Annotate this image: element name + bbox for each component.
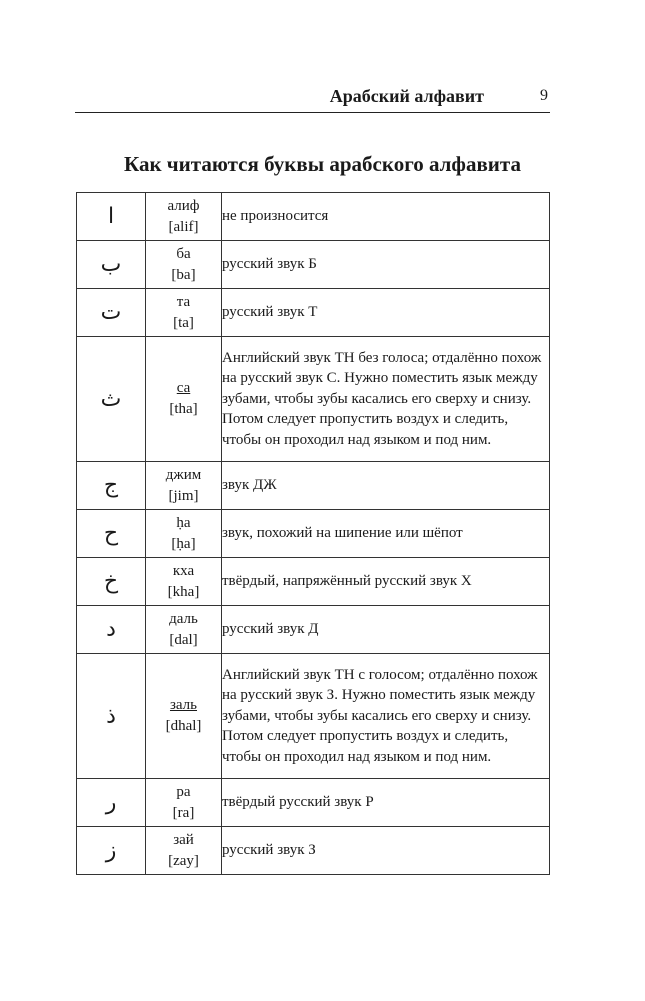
arabic-letter: ج <box>77 462 146 510</box>
running-title: Арабский алфавит <box>329 86 484 106</box>
pronunciation-description: Английский звук TH без голоса; отдалённо похож на русский звук С. Нужно поместить язык между зубами, чтобы зубы касались его сверху и снизу. Потом следует пропустить воздух и следить, чтобы он проходил над языком и под ним. <box>222 337 550 462</box>
arabic-letter: ر <box>77 779 146 827</box>
table-row <box>77 654 550 779</box>
letter-name-lat: [dal] <box>169 631 198 648</box>
letter-name-cell <box>146 779 222 827</box>
arabic-letter: ح <box>77 510 146 558</box>
letter-name-ru: та <box>176 293 191 310</box>
letter-name-ru: зай <box>173 831 194 848</box>
letter-name-cell <box>146 654 222 779</box>
letter-name-lat: [ta] <box>173 314 194 331</box>
table-row <box>77 289 550 337</box>
letter-name-lat: [ḥa] <box>171 535 196 552</box>
arabic-letter: ا <box>77 193 146 241</box>
letter-name-lat: [alif] <box>168 218 199 235</box>
arabic-letter: ز <box>77 827 146 875</box>
letter-name-ru: кха <box>172 562 195 579</box>
arabic-letter: ث <box>77 337 146 462</box>
arabic-letter: خ <box>77 558 146 606</box>
letter-name-cell <box>146 193 222 241</box>
letter-name-ru: ḥа <box>176 514 191 531</box>
arabic-letter: د <box>77 606 146 654</box>
letter-name-ru: ра <box>176 783 191 800</box>
pronunciation-description: Английский звук TH с голосом; отдалённо похож на русский звук З. Нужно поместить язык между зубами, чтобы зубы касались его сверху и снизу. Потом следует пропустить воздух и следить, чтобы он проходил над языком и под ним. <box>222 654 550 779</box>
pronunciation-description: твёрдый русский звук Р <box>222 779 550 827</box>
pronunciation-description: русский звук З <box>222 827 550 875</box>
running-header <box>75 84 550 113</box>
table-row <box>77 462 550 510</box>
table-row <box>77 241 550 289</box>
letter-name-ru: даль <box>169 610 198 627</box>
letter-name-cell <box>146 289 222 337</box>
pronunciation-description: твёрдый, напряжённый русский звук Х <box>222 558 550 606</box>
letter-name-cell <box>146 827 222 875</box>
letter-name-cell <box>146 241 222 289</box>
letter-name-cell <box>146 558 222 606</box>
page-number: 9 <box>540 87 548 104</box>
table-row <box>77 193 550 241</box>
letter-name-cell <box>146 606 222 654</box>
table-row <box>77 510 550 558</box>
letter-name-lat: [jim] <box>168 487 199 504</box>
letter-name-lat: [ba] <box>171 266 196 283</box>
arabic-letter: ت <box>77 289 146 337</box>
letter-name-lat: [dhal] <box>165 718 202 734</box>
pronunciation-description: русский звук Б <box>222 241 550 289</box>
letter-name-ru: заль <box>169 697 198 713</box>
pronunciation-description: русский звук Т <box>222 289 550 337</box>
table-row <box>77 337 550 462</box>
letter-name-ru: джим <box>165 466 202 483</box>
letter-name-cell <box>146 510 222 558</box>
table-row <box>77 827 550 875</box>
pronunciation-description: звук, похожий на шипение или шёпот <box>222 510 550 558</box>
section-title: Как читаются буквы арабского алфавита <box>124 152 521 176</box>
table-row <box>77 779 550 827</box>
letter-name-cell <box>146 462 222 510</box>
table-row <box>77 606 550 654</box>
letter-name-ru: са <box>176 380 191 396</box>
letter-name-ru: алиф <box>167 197 200 214</box>
arabic-letter: ذ <box>77 654 146 779</box>
alphabet-table <box>76 192 550 875</box>
letter-name-ru: ба <box>176 245 191 262</box>
letter-name-lat: [zay] <box>168 852 199 869</box>
pronunciation-description: не произносится <box>222 193 550 241</box>
letter-name-cell <box>146 337 222 462</box>
letter-name-lat: [tha] <box>169 401 198 417</box>
pronunciation-description: русский звук Д <box>222 606 550 654</box>
pronunciation-description: звук ДЖ <box>222 462 550 510</box>
letter-name-lat: [ra] <box>172 804 195 821</box>
arabic-letter: ب <box>77 241 146 289</box>
letter-name-lat: [kha] <box>167 583 200 600</box>
table-row <box>77 558 550 606</box>
